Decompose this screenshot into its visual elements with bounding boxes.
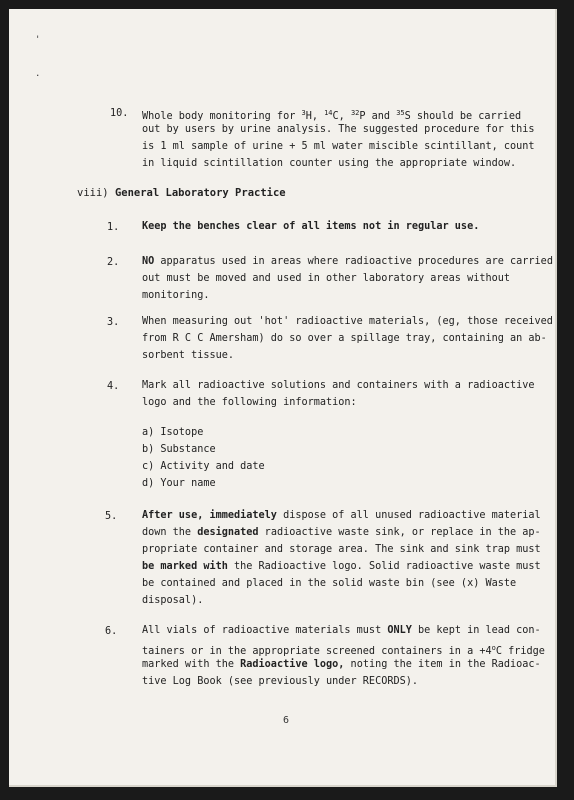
paragraph-line: tainers or in the appropriate screened containers in $a +4^oC$ fridge: [142, 644, 545, 657]
paragraph-line: Keep the benches clear of all items not in regular use.: [142, 221, 480, 232]
paragraph-line: propriate container and storage area. The sink and sink trap must: [142, 544, 541, 555]
paragraph-line: out by users by urine analysis. The suggested procedure for this: [142, 124, 535, 135]
item-number: 6.: [105, 626, 118, 637]
list-item: a) Isotope: [142, 427, 204, 438]
paragraph-line: sorbent tissue.: [142, 350, 235, 361]
paragraph-line: down the designated radioactive waste sink, or replace in the ap-: [142, 527, 541, 538]
paragraph-line: is 1 ml sample of urine + 5 ml water miscible scintillant, count: [142, 141, 535, 152]
paragraph-line: logo and the following information:: [142, 397, 357, 408]
paragraph-line: Mark all radioactive solutions and containers with a radioactive: [142, 380, 535, 391]
item-number: 4.: [107, 381, 120, 392]
item-number: 3.: [107, 317, 120, 328]
item-number: 10.: [110, 108, 129, 119]
paragraph-line: disposal).: [142, 595, 204, 606]
item-number: 1.: [107, 222, 120, 233]
paragraph-line: out must be moved and used in other laboratory areas without: [142, 273, 511, 284]
paragraph-line: be contained and placed in the solid waste bin (see (x) Waste: [142, 578, 517, 589]
paragraph-line: monitoring.: [142, 290, 210, 301]
list-item: b) Substance: [142, 444, 216, 455]
paragraph-line: tive Log Book (see previously under RECORDS).: [142, 676, 419, 687]
paragraph-line: marked with the Radioactive logo, noting the item in the Radioac-: [142, 659, 541, 670]
paragraph-line: Whole body monitoring for $^3$H, $^{14}$C, $^{32}$P and $^{35}$S should be carried: [142, 109, 522, 122]
paragraph-line: NO apparatus used in areas where radioactive procedures are carried: [142, 256, 553, 267]
item-number: 5.: [105, 511, 118, 522]
paragraph-line: After use, immediately dispose of all unused radioactive material: [142, 510, 541, 521]
paragraph-line: in liquid scintillation counter using the appropriate window.: [142, 158, 517, 169]
punch-mark: .: [35, 69, 41, 79]
paragraph-line: When measuring out 'hot' radioactive materials, (eg, those received: [142, 316, 553, 327]
list-item: d) Your name: [142, 478, 216, 489]
list-item: c) Activity and date: [142, 461, 265, 472]
paragraph-line: All vials of radioactive materials must ONLY be kept in lead con-: [142, 625, 541, 636]
paragraph-line: from R C C Amersham) do so over a spillage tray, containing an ab-: [142, 333, 547, 344]
document-page: [9, 9, 557, 787]
page-number: 6: [283, 715, 290, 726]
section-heading: viii) General Laboratory Practice: [77, 187, 286, 199]
item-number: 2.: [107, 257, 120, 268]
paragraph-line: be marked with the Radioactive logo. Solid radioactive waste must: [142, 561, 541, 572]
punch-mark: ': [35, 35, 41, 45]
